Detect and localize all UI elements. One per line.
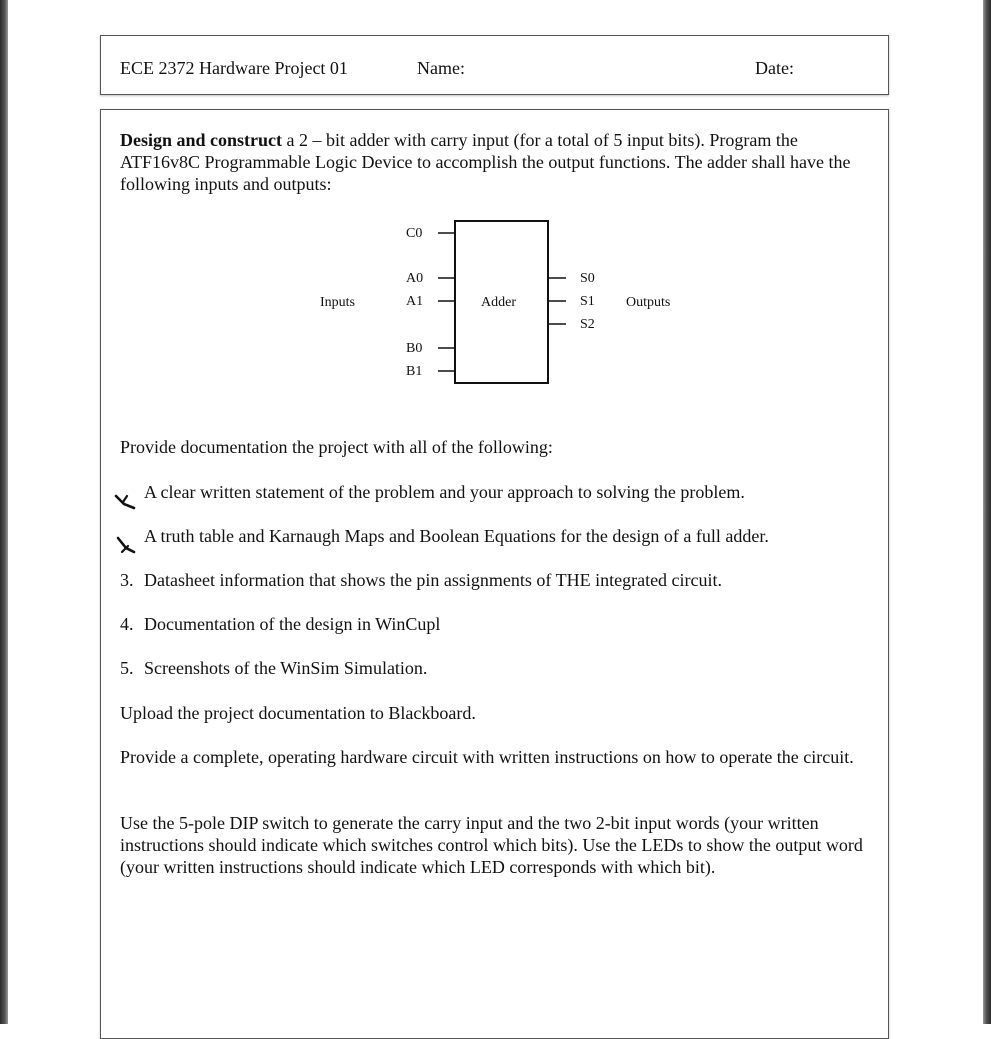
list-item bbox=[120, 657, 427, 679]
documentation-heading: Provide documentation the project with all of the following: bbox=[120, 437, 553, 457]
list-item-text: A clear written statement of the problem and your approach to solving the problem. bbox=[144, 482, 745, 502]
viewer-edge-right bbox=[983, 0, 991, 1024]
intro-text: a 2 – bit adder with carry input (for a total of 5 input bits). Program the ATF16v8C Programmable Logic Device to accomplish the output functions. The adder shall have the following inputs and outputs: bbox=[120, 130, 851, 194]
pin-a0-label: A0 bbox=[406, 271, 424, 286]
hardware-instruction: Provide a complete, operating hardware circuit with written instructions on how to operate the circuit. bbox=[120, 747, 854, 767]
list-item-text: Screenshots of the WinSim Simulation. bbox=[144, 658, 428, 678]
date-label: Date: bbox=[755, 58, 794, 78]
list-number: 5. bbox=[120, 658, 134, 678]
pin-b0-label: B0 bbox=[406, 341, 423, 356]
upload-instruction: Upload the project documentation to Blackboard. bbox=[120, 703, 476, 723]
list-number: 3. bbox=[120, 570, 134, 590]
pin-s1-label: S1 bbox=[580, 294, 595, 309]
adder-block-label: Adder bbox=[481, 295, 516, 310]
outputs-label: Outputs bbox=[626, 295, 671, 310]
name-label: Name: bbox=[417, 58, 465, 78]
pin-s0-label: S0 bbox=[580, 271, 595, 286]
list-item-text: A truth table and Karnaugh Maps and Boolean Equations for the design of a full adder. bbox=[144, 526, 769, 546]
list-item bbox=[120, 481, 745, 503]
header-box bbox=[100, 35, 889, 95]
tick-mark-icon bbox=[114, 492, 140, 512]
pin-c0-label: C0 bbox=[406, 226, 423, 241]
list-item bbox=[120, 525, 769, 547]
list-item-text: Datasheet information that shows the pin assignments of THE integrated circuit. bbox=[144, 570, 723, 590]
intro-bold-lead: Design and construct bbox=[120, 130, 283, 150]
course-title: ECE 2372 Hardware Project 01 bbox=[120, 58, 348, 78]
pin-a1-label: A1 bbox=[406, 294, 424, 309]
pin-s2-label: S2 bbox=[580, 317, 595, 332]
list-item bbox=[120, 613, 440, 635]
list-number: 4. bbox=[120, 614, 134, 634]
pin-b1-label: B1 bbox=[406, 364, 423, 379]
dip-switch-instruction: Use the 5-pole DIP switch to generate the carry input and the two 2-bit input words (your written instructions should indicate which switches control which bits). Use the LEDs to show the output word (your written instructions should indicate which LED corresponds with which bit). bbox=[120, 813, 863, 877]
tick-mark-icon bbox=[114, 536, 140, 556]
intro-paragraph bbox=[120, 129, 865, 195]
viewer-edge-left bbox=[0, 0, 8, 1024]
list-item bbox=[120, 569, 722, 591]
inputs-label: Inputs bbox=[320, 295, 355, 310]
list-item-text: Documentation of the design in WinCupl bbox=[144, 614, 441, 634]
